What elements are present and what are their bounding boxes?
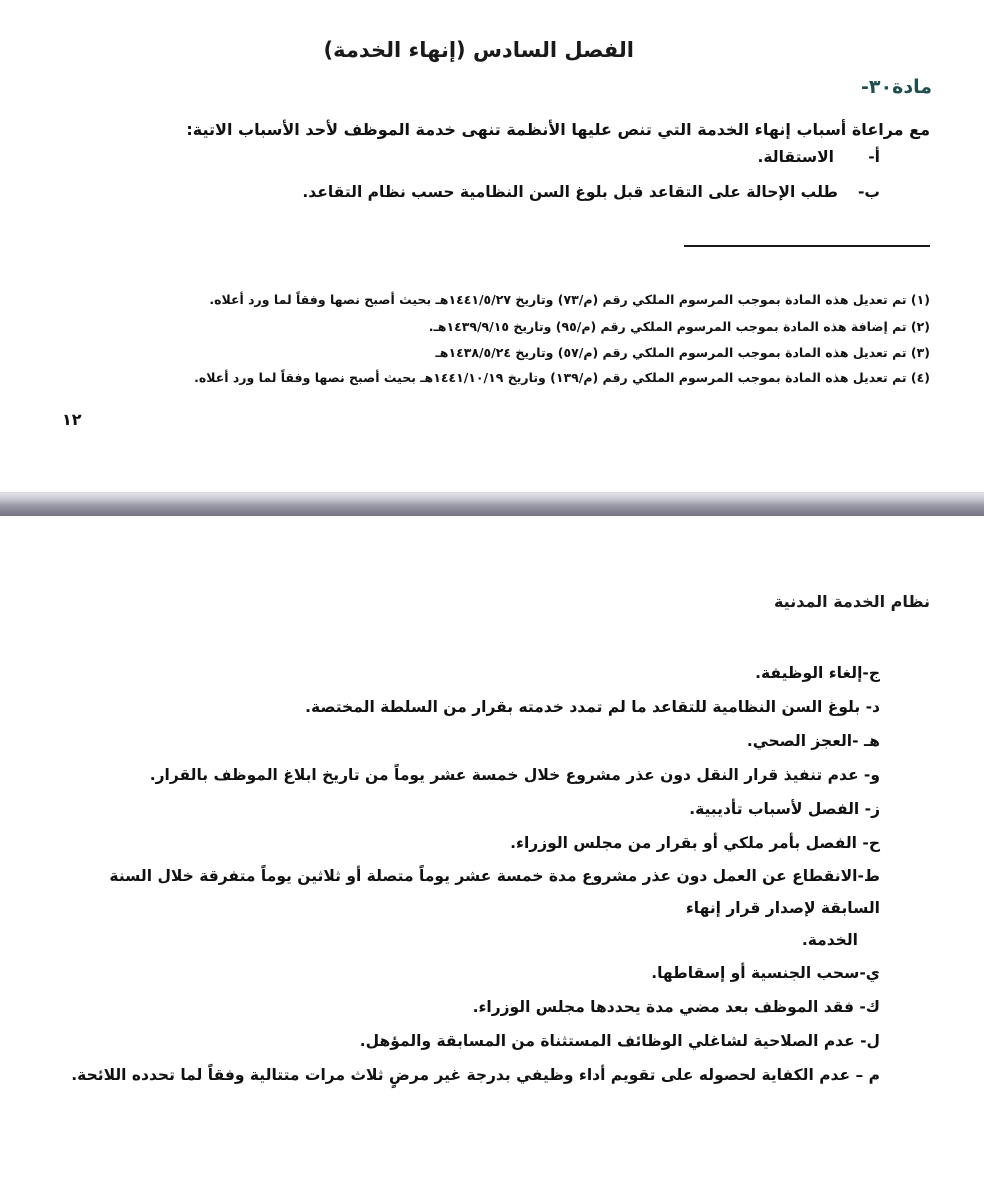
- document-page-1: [0, 0, 984, 492]
- list-item: م – عدم الكفاية لحصوله على تقويم أداء وظيفي بدرجة غير مرضٍ ثلاث مرات متتالية وفقاً لما تحدده اللائحة.: [71, 1066, 880, 1084]
- list-item: ك- فقد الموظف بعد مضي مدة يحددها مجلس الوزراء.: [472, 998, 880, 1016]
- article-intro: مع مراعاة أسباب إنهاء الخدمة التي تنص عليها الأنظمة تنهى خدمة الموظف لأحد الأسباب الاتية:: [186, 120, 930, 139]
- footnote: (١) تم تعديل هذه المادة بموجب المرسوم الملكي رقم (م/٧٣) وتاريخ ١٤٤١/٥/٢٧هـ بحيث أصبح نصها وفقاً لما ورد أعلاه.: [209, 292, 930, 307]
- list-item-text: الاستقالة.: [757, 148, 834, 166]
- document-page-2: [0, 516, 984, 1200]
- page-header-title: نظام الخدمة المدنية: [773, 592, 930, 611]
- list-item-text: ط-الانقطاع عن العمل دون عذر مشروع مدة خمسة عشر يوماً متصلة أو ثلاثين يوماً متفرقة خلال السنة السابقة لإصدار قرار إنهاء: [109, 867, 880, 917]
- footnote-divider: [684, 245, 930, 247]
- list-item: [302, 183, 880, 201]
- list-item: هـ -العجز الصحي.: [746, 732, 880, 750]
- footnote: (٤) تم تعديل هذه المادة بموجب المرسوم الملكي رقم (م/١٣٩) وتاريخ ١٤٤١/١٠/١٩هـ بحيث أصبح نصها وفقاً لما ورد أعلاه.: [194, 370, 930, 385]
- list-item: ل- عدم الصلاحية لشاغلي الوظائف المستثناة من المسابقة والمؤهل.: [359, 1032, 880, 1050]
- list-item-text: طلب الإحالة على التقاعد قبل بلوغ السن النظامية حسب نظام التقاعد.: [302, 183, 838, 201]
- list-item: و- عدم تنفيذ قرار النقل دون عذر مشروع خلال خمسة عشر يوماً من تاريخ ابلاغ الموظف بالقرار.: [149, 766, 880, 784]
- list-item: [50, 860, 880, 956]
- list-item: ز- الفصل لأسباب تأديبية.: [689, 800, 880, 818]
- list-item-letter: أ-: [868, 148, 880, 166]
- list-item-continuation: الخدمة.: [801, 931, 858, 949]
- page-number: ١٢: [62, 410, 82, 429]
- chapter-title: الفصل السادس (إنهاء الخدمة): [323, 38, 634, 62]
- list-item-letter: ب-: [857, 183, 880, 201]
- list-item: ي-سحب الجنسية أو إسقاطها.: [651, 964, 880, 982]
- list-item: [757, 148, 880, 166]
- list-item: ح- الفصل بأمر ملكي أو بقرار من مجلس الوزراء.: [510, 834, 880, 852]
- article-label: مادة٣٠-: [861, 76, 932, 98]
- termination-reasons-list: [50, 656, 880, 1092]
- list-item: ج-إلغاء الوظيفة.: [755, 664, 880, 682]
- footnote: (٢) تم إضافة هذه المادة بموجب المرسوم الملكي رقم (م/٩٥) وتاريخ ١٤٣٩/٩/١٥هـ.: [428, 319, 930, 334]
- footnote: (٣) تم تعديل هذه المادة بموجب المرسوم الملكي رقم (م/٥٧) وتاريخ ١٤٣٨/٥/٢٤هـ: [435, 345, 930, 360]
- page-separator: [0, 492, 984, 517]
- list-item: د- بلوغ السن النظامية للتقاعد ما لم تمدد خدمته بقرار من السلطة المختصة.: [305, 698, 880, 716]
